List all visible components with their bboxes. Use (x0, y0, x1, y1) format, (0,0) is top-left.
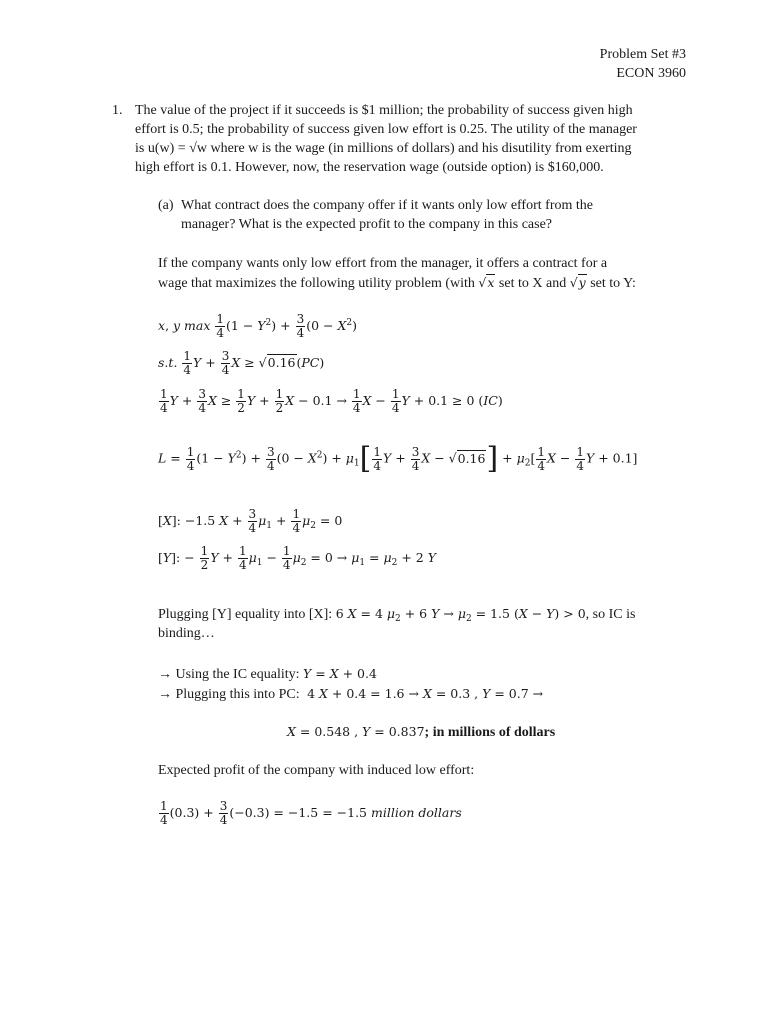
profit-equation: $\frac{1}{4}$ (0.3) + $\frac{3}{4}$ (−0.3) = −1.5 = −1.5 million dollars (160, 799, 462, 827)
foc-y: [Y]: − $\frac{1}{2}$ Y + $\frac{1}{4}$ $\mu_1$ − $\frac{1}{4}$ $\mu_2 = 0 \to \mu_1 = \mu_2 + 2$ Y (158, 544, 436, 572)
pc-plug-text: → Plugging this into PC: (158, 687, 304, 702)
result-unit: ; in millions of dollars (424, 725, 556, 740)
part-a-line-1: What contract does the company offer if it wants only low effort from the (181, 198, 593, 213)
answer-intro-line-1: If the company wants only low effort from the manager, it offers a contract for a (158, 256, 608, 271)
profit-intro: Expected profit of the company with induced low effort: (158, 763, 475, 778)
problem-line-4: high effort is 0.1. However, now, the reservation wage (outside option) is $160,000. (135, 160, 604, 175)
problem-line-1: The value of the project if it succeeds is $1 million; the probability of success given high (135, 103, 633, 118)
plugging-text-b: , so IC is (585, 607, 636, 622)
header-course: ECON 3960 (616, 66, 686, 81)
part-a-label: (a) (158, 198, 174, 213)
problem-number: 1. (112, 103, 123, 118)
plugging-line-2: binding… (158, 626, 215, 641)
pc-constraint: s.t. $\frac{1}{4}$ Y + $\frac{3}{4}$ X ≥ √0.16(PC) (158, 349, 325, 377)
part-a-line-2: manager? What is the expected profit to the company in this case? (181, 217, 552, 232)
ic-equality-text: → Using the IC equality: (158, 667, 304, 682)
result-line: X = 0.548 , Y = 0.837; in millions of dollars (287, 724, 556, 740)
lagrangian: L = $\frac{1}{4}$ $(1 - Y^2)$ + $\frac{3}{4}$ $(0 - X^2) + \mu_1$[ $\frac{1}{4}$ Y + $\frac{3}{4}$ $X - √0.16] + \mu_2$[ $\frac{1}{4}$ X − $\frac{1}{4}$ Y + 0.1] (158, 441, 638, 476)
header-problem-set: Problem Set #3 (599, 47, 686, 62)
pc-plug-line: → Plugging this into PC: 4 X + 0.4 = 1.6 → X = 0.3 , Y = 0.7 → (158, 686, 544, 702)
plugging-text-a: Plugging [Y] equality into [X]: (158, 607, 336, 622)
ic-constraint: $\frac{1}{4}$ Y + $\frac{3}{4}$ X ≥ $\frac{1}{2}$ Y + $\frac{1}{2}$ X − 0.1 → $\frac{1}{4}$ X − $\frac{1}{4}$ Y + 0.1 ≥ 0 (IC) (160, 387, 503, 415)
intro-text-b: set to X and (495, 276, 570, 291)
foc-x: [X]: −1.5 X + $\frac{3}{4}$ $\mu_1$ + $\frac{1}{4}$ $\mu_2 = 0$ (158, 507, 343, 535)
intro-text-a: wage that maximizes the following utility problem (with (158, 276, 479, 291)
problem-line-2: effort is 0.5; the probability of success given low effort is 0.25. The utility of the manager (135, 122, 637, 137)
profit-unit: million dollars (370, 805, 462, 820)
problem-line-3: is u(w) = √w where w is the wage (in millions of dollars) and his disutility from exerting (135, 141, 632, 156)
ic-equality-line: → Using the IC equality: Y = X + 0.4 (158, 666, 377, 682)
plugging-line-1: Plugging [Y] equality into [X]: 6 X = 4 $\mu_2 + 6$ $Y \to \mu_2 = 1.5$ (X − Y) > 0, so IC is (158, 606, 636, 624)
answer-intro-line-2: wage that maximizes the following utility problem (with √x set to X and √y set to Y: (158, 275, 636, 291)
objective-equation: x, y max $\frac{1}{4}$ $(1 - Y^2)$ + $\frac{3}{4}$ $(0 - X^2)$ (158, 312, 358, 340)
intro-text-c: set to Y: (586, 276, 636, 291)
